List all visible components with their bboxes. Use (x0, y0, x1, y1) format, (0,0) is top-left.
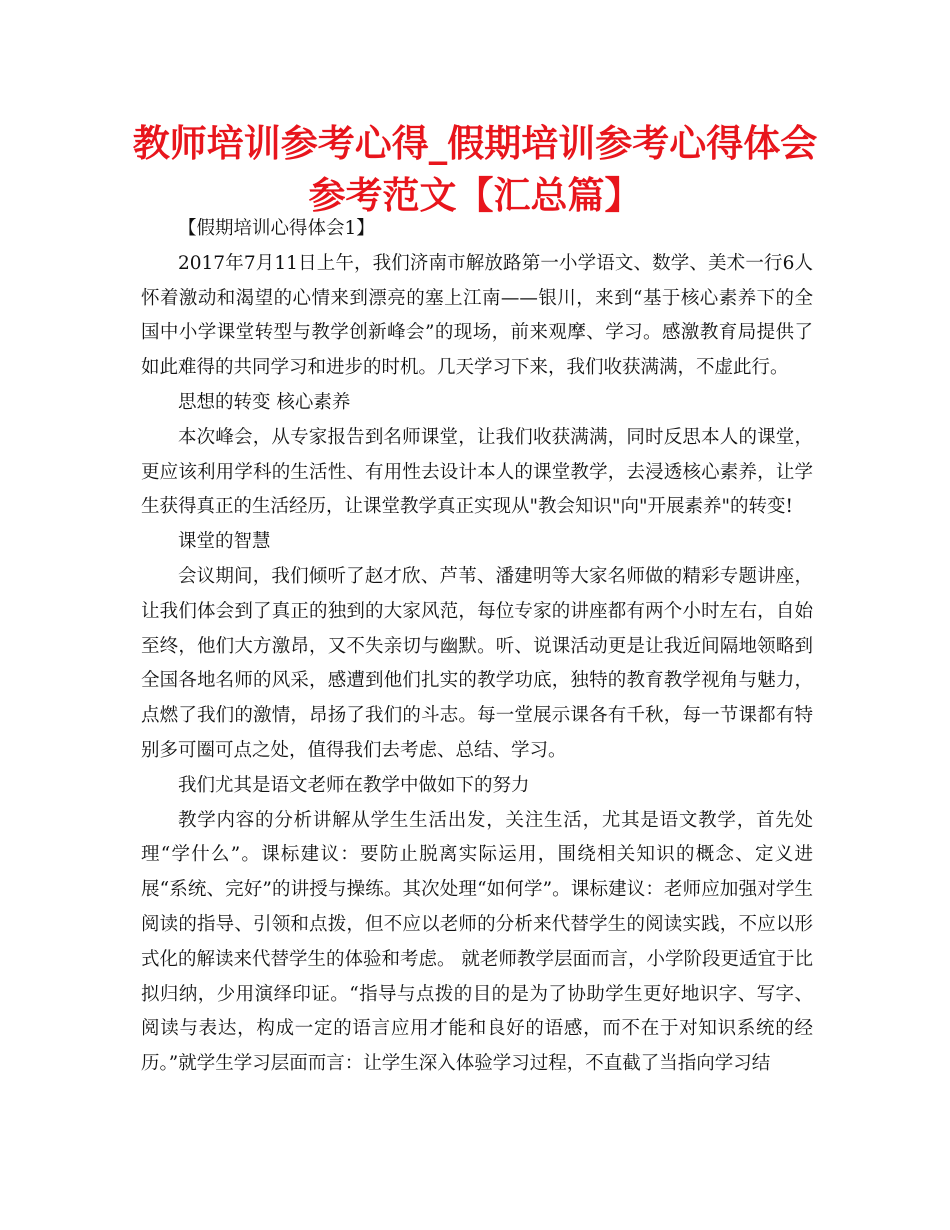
document-body (141, 212, 813, 1082)
paragraph-thought: 本次峰会，从专家报告到名师课堂，让我们收获满满，同时反思本人的课堂，更应该利用学科的生活性、有用性去设计本人的课堂教学，去浸透核心素养，让学生获得真正的生活经历，让课堂教学真正实现从"教会知识"向"开展素养"的转变! (141, 426, 813, 518)
document-title: 教师培训参考心得_假期培训参考心得体会参考范文【汇总篇】 (132, 122, 818, 217)
section-heading-wisdom: 课堂的智慧 (178, 531, 271, 553)
paragraph-effort: 教学内容的分析讲解从学生生活出发，关注生活，尤其是语文教学，首先处理“学什么”。课标建议：要防止脱离实际运用，围绕相关知识的概念、定义进展“系统、完好”的讲授与操练。其次处理“如何学”。课标建议：老师应加强对学生阅读的指导、引领和点拨，但不应以老师的分析来代替学生的阅读实践，不应以形式化的解读来代替学生的体验和考虑。 就老师教学层面而言，小学阶段更适宜于比拟归纳，少用演绎印证。“指导与点拨的目的是为了协助学生更好地识字、写字、阅读与表达，构成一定的语言应用才能和良好的语感，而不在于对知识系统的经历。”就学生学习层面而言：让学生深入体验学习过程，不直截了当指向学习结 (141, 809, 813, 1075)
section-heading-1: 【假期培训心得体会1】 (178, 218, 375, 239)
paragraph-intro: 2017年7月11日上午，我们济南市解放路第一小学语文、数学、美术一行6人怀着激动和渴望的心情来到漂亮的塞上江南——银川，来到“基于核心素养下的全国中小学课堂转型与教学创新峰会”的现场，前来观摩、学习。感激教育局提供了如此难得的共同学习和进步的时机。几天学习下来，我们收获满满，不虚此行。 (141, 252, 813, 379)
section-heading-thought: 思想的转变 核心素养 (178, 391, 351, 413)
paragraph-wisdom: 会议期间，我们倾听了赵才欣、芦苇、潘建明等大家名师做的精彩专题讲座，让我们体会到了真正的独到的大家风范，每位专家的讲座都有两个小时左右，自始至终，他们大方激昂，又不失亲切与幽默。听、说课活动更是让我近间隔地领略到全国各地名师的风采，感遭到他们扎实的教学功底，独特的教育教学视角与魅力，点燃了我们的激情，昂扬了我们的斗志。每一堂展示课各有千秋，每一节课都有特别多可圈可点之处，值得我们去考虑、总结、学习。 (141, 565, 813, 761)
section-heading-effort: 我们尤其是语文老师在教学中做如下的努力 (178, 774, 530, 796)
